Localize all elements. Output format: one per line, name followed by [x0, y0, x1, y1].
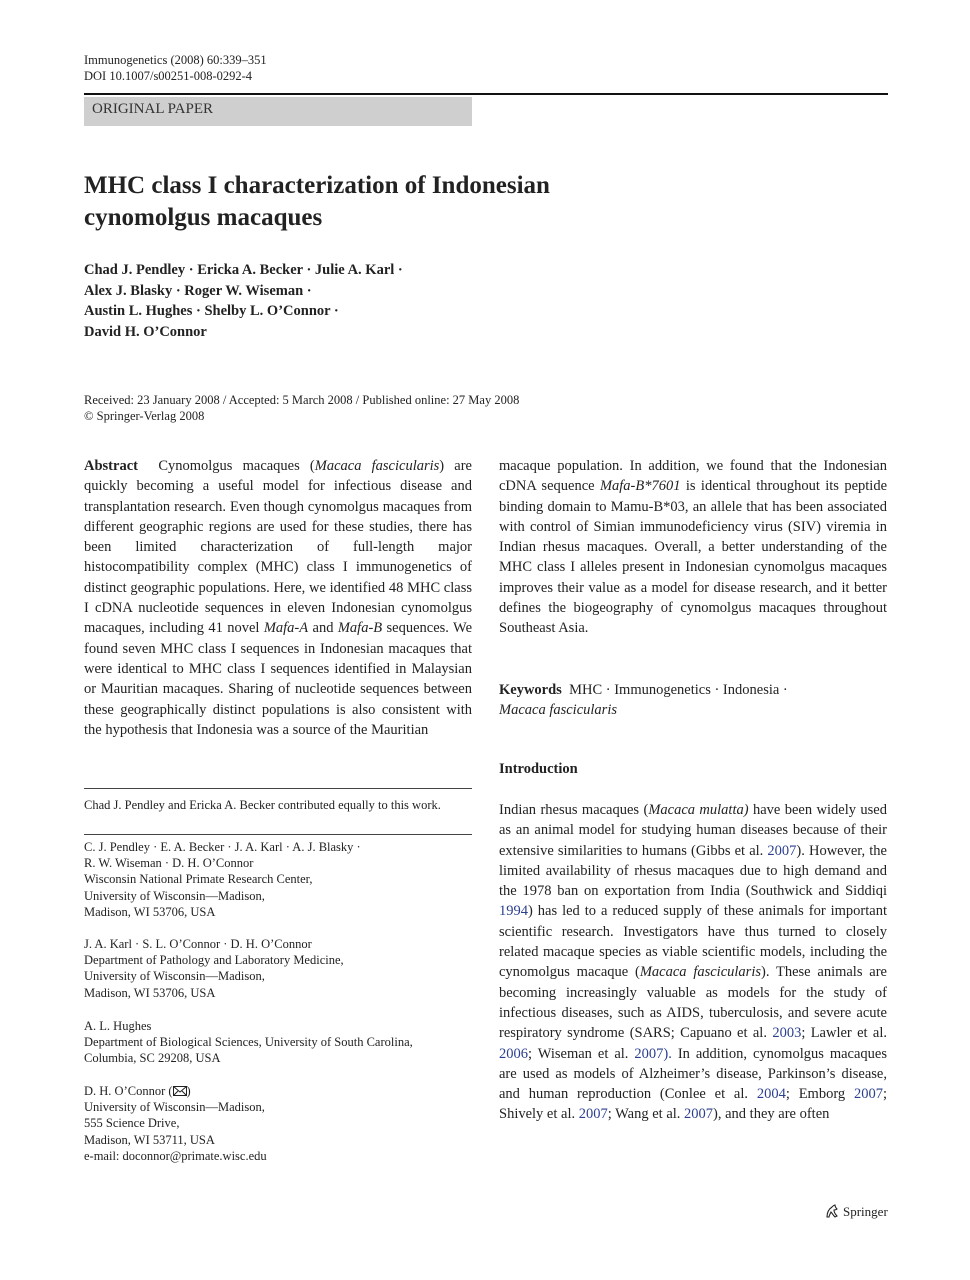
keywords [499, 680, 887, 720]
equal-contribution-note: Chad J. Pendley and Ericka A. Becker contributed equally to this work. [84, 798, 441, 812]
affiliation-4: D. H. O’Connor ( ) University of Wisconsin—Madison, 555 Science Drive, Madison, WI 53711, USA e-mail: doconnor@primate.wisc.edu [84, 1083, 484, 1164]
article-title [84, 170, 784, 234]
author-line: Alex J. Blasky · Roger W. Wiseman · [84, 283, 312, 299]
citation-link[interactable]: 2003 [772, 1025, 802, 1042]
email-link[interactable]: e-mail: doconnor@primate.wisc.edu [84, 1148, 267, 1163]
paper-type-label: ORIGINAL PAPER [92, 101, 213, 117]
publication-dates: Received: 23 January 2008 / Accepted: 5 March 2008 / Published online: 27 May 2008 [84, 393, 520, 407]
doi: DOI 10.1007/s00251-008-0292-4 [84, 69, 253, 83]
abstract-heading: Abstract [84, 458, 138, 474]
springer-logo: Springer [824, 1203, 888, 1220]
citation-link[interactable]: 2004 [756, 1086, 786, 1103]
introduction-text: Indian rhesus macaques (Macaca mulatta) have been widely used as an animal model for studying human diseases because of their extensive similarities to humans (Gibbs et al. 2007). However, the limited availability of rhesus macaques due to high demand and the 1978 ban on exportation from India (Southwick and Siddiqi 1994) has led to a reduced supply of these animals for important scientific research. Investigators have thus turned to closely related macaque species as viable scientific models, including the cynomolgus macaque (Macaca fascicularis). These animals are becoming increasingly valuable as models for the study of infectious diseases, such as AIDS, tuberculosis, and severe acute respiratory syndrome (SARS; Capuano et al. 2003; Lawler et al. 2006; Wiseman et al. 2007). In addition, cynomolgus macaques are used as models of Alzheimer’s disease, Parkinson’s disease, and human reproduction (Conlee et al. 2004; Emborg 2007; Shively et al. 2007; Wang et al. 2007), and they are often [499, 802, 887, 1123]
envelope-icon [173, 1086, 187, 1096]
affiliation-2: J. A. Karl · S. L. O’Connor · D. H. O’Connor Department of Pathology and Laboratory Medicine, University of Wisconsin—Madison, Madison, WI 53706, USA [84, 937, 344, 1000]
citation-link[interactable]: 2007). [634, 1045, 672, 1062]
keywords-list: MHC · Immunogenetics · Indonesia · [569, 682, 788, 698]
footnote-rule [84, 788, 472, 789]
title-line-2: cynomolgus macaques [84, 204, 323, 231]
keywords-heading: Keywords [499, 682, 562, 698]
header-rule [84, 93, 888, 95]
footnote-rule [84, 834, 472, 835]
keywords-species: Macaca fascicularis [499, 702, 617, 718]
copyright: © Springer-Verlag 2008 [84, 409, 205, 423]
abstract: Abstract Cynomolgus macaques (Macaca fascicularis) are quickly becoming a useful model for infectious disease and transplantation research. Even though cynomolgus macaques from different geographic regions are used for these studies, there has been limited characterization of full-length major histocompatibility complex (MHC) class I immunogenetics of distinct geographic populations. Here, we identified 48 MHC class I cDNA nucleotide sequences in eleven Indonesian cynomolgus macaques, including 41 novel Mafa-A and Mafa-B sequences. We found seven MHC class I sequences in Indonesian macaques that were identical to MHC class I sequences identified in Malaysian or Mauritian macaques. Sharing of nucleotide sequences between these geographically distinct populations is also consistent with the hypothesis that Indonesia was a source of the Mauritian [84, 458, 473, 738]
springer-horse-icon [824, 1203, 840, 1219]
citation-link[interactable]: 1994 [499, 903, 528, 920]
affiliation-3: A. L. Hughes Department of Biological Sciences, University of South Carolina, Columbia, SC 29208, USA [84, 1019, 413, 1066]
author-line: Austin L. Hughes · Shelby L. O’Connor · [84, 303, 339, 319]
journal-citation: Immunogenetics (2008) 60:339–351 [84, 53, 267, 67]
citation-link[interactable]: 2007 [684, 1106, 714, 1123]
citation-link[interactable]: 2006 [499, 1045, 528, 1062]
citation-link[interactable]: 2007 [767, 842, 797, 859]
author-line: David H. O’Connor [84, 324, 207, 340]
citation-link[interactable]: 2007 [853, 1086, 883, 1103]
introduction-heading: Introduction [499, 761, 578, 777]
abstract-continued: macaque population. In addition, we found that the Indonesian cDNA sequence Mafa-B*7601 is identical throughout its peptide binding domain to Mamu-B*03, an allele that has been associated with control of Simian immunodeficiency virus (SIV) viremia in Indian rhesus macaques. Overall, a better understanding of the MHC class I alleles present in Indonesian cynomolgus macaques improves their value as a model for disease research, and it better defines the biogeography of cynomolgus macaques throughout Southeast Asia. [499, 458, 888, 637]
affiliation-1: C. J. Pendley · E. A. Becker · J. A. Karl · A. J. Blasky · R. W. Wiseman · D. H. O’Connor Wisconsin National Primate Research Center, University of Wisconsin—Madison, Madison, WI 53706, USA [84, 840, 361, 919]
citation-link[interactable]: 2007 [578, 1106, 608, 1123]
author-line: Chad J. Pendley · Ericka A. Becker · Julie A. Karl · [84, 262, 403, 278]
title-line-1: MHC class I characterization of Indonesian [84, 172, 550, 199]
